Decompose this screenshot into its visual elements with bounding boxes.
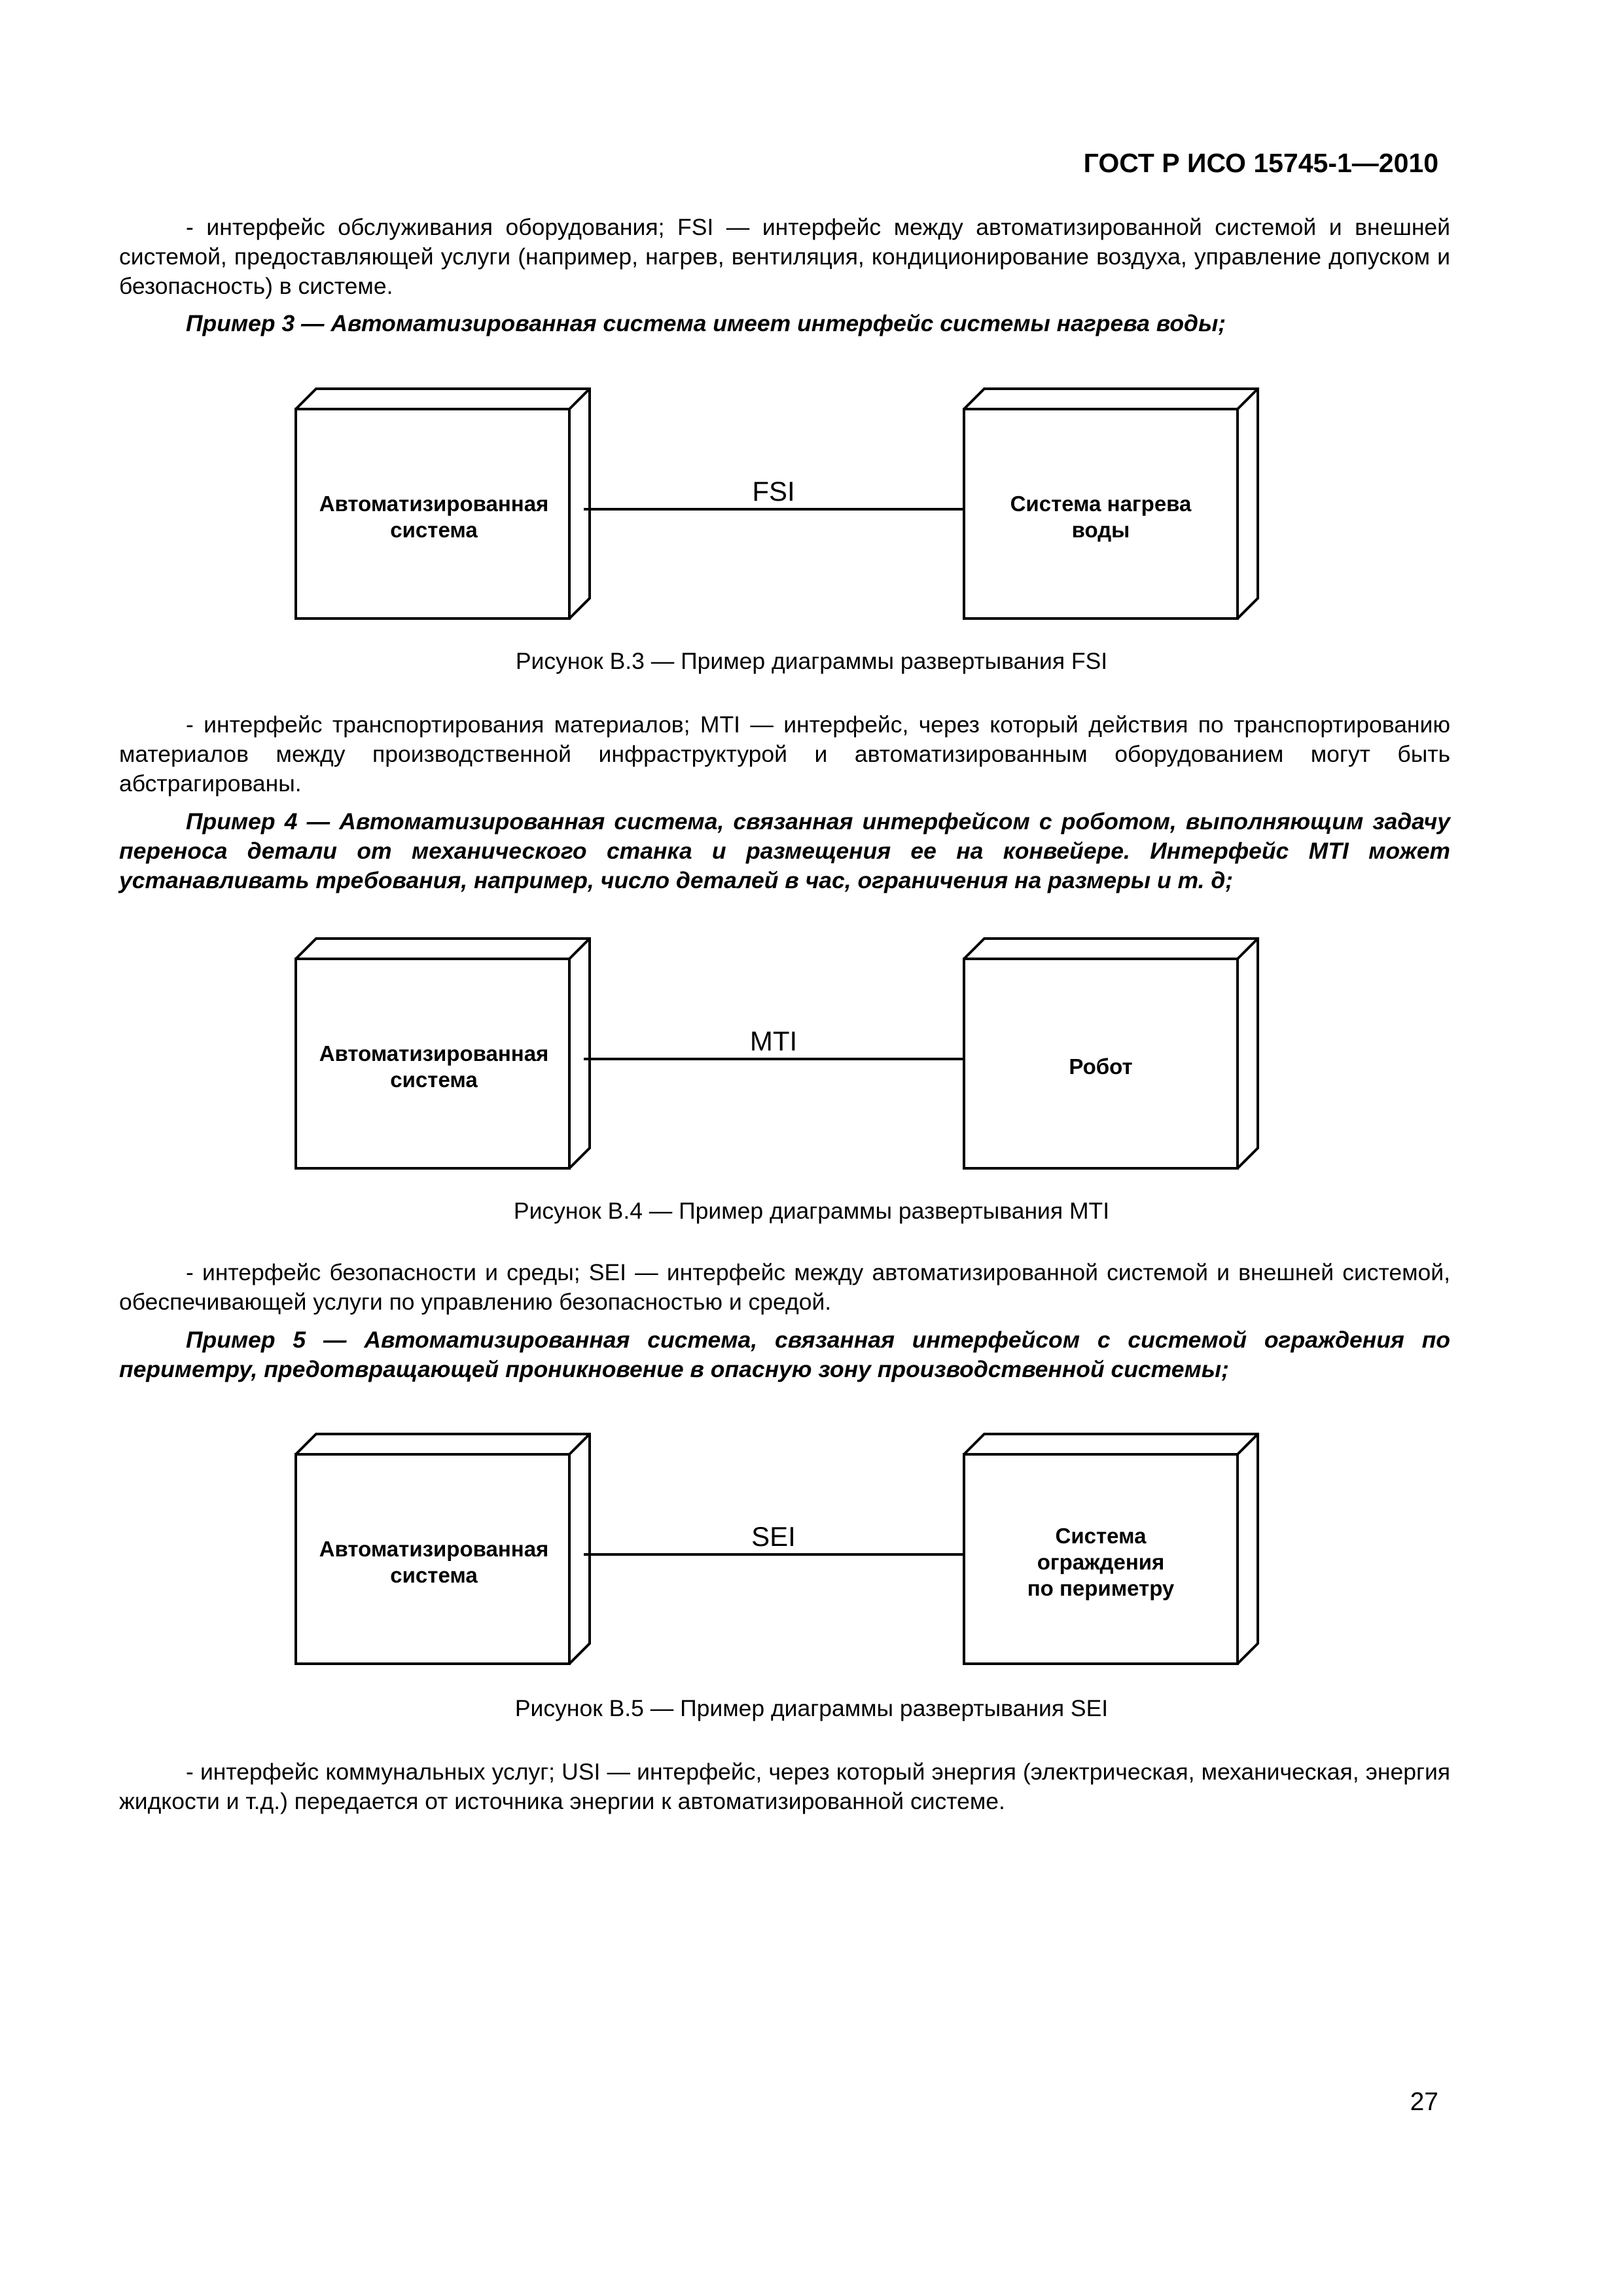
figure-b4-caption: Рисунок В.4 — Пример диаграммы развертывания MTI: [513, 1198, 1110, 1224]
page-number: 27: [1410, 2088, 1438, 2116]
left-node-label-line1: Автоматизированная: [319, 1537, 549, 1561]
right-node-3d-edge: [964, 939, 1258, 1168]
document-code: ГОСТ Р ИСО 15745-1—2010: [1083, 148, 1438, 178]
right-node-3d-edge: [964, 1434, 1258, 1664]
left-node-label-line2: система: [390, 518, 478, 542]
left-node-label-line1: Автоматизированная: [319, 492, 549, 516]
paragraph-sei: - интерфейс безопасности и среды; SEI — интерфейс между автоматизированной системой и внешней системой, обеспечивающей услуги по управлению безопасностью и средой.: [119, 1259, 1450, 1315]
right-node-label-line1: Система: [1055, 1524, 1147, 1548]
interface-label: MTI: [749, 1026, 798, 1056]
example-3: Пример 3 — Автоматизированная система имеет интерфейс системы нагрева воды;: [186, 310, 1226, 336]
figure-b5-diagram: [0, 1428, 1623, 1690]
right-node-label-line2: ограждения: [1037, 1550, 1165, 1574]
figure-b4-diagram: [0, 933, 1623, 1194]
paragraph-mti: - интерфейс транспортирования материалов; MTI — интерфейс, через который действия по транспортированию материалов между производственной инфраструктурой и автоматизированным оборудованием могут быть абстрагированы.: [119, 711, 1450, 797]
right-node-label-line1: Система нагрева: [1010, 492, 1192, 516]
left-node-label-line1: Автоматизированная: [319, 1041, 549, 1066]
figure-b3-diagram: [0, 383, 1623, 645]
right-node-label-line2: воды: [1071, 518, 1130, 542]
example-4: Пример 4 — Автоматизированная система, связанная интерфейсом с роботом, выполняющим задачу переноса детали от механического станка и размещения ее на конвейере. Интерфейс MTI может устанавливать требования, например, число деталей в час, ограничения на размеры и т. д;: [119, 808, 1450, 893]
left-node-label-line2: система: [390, 1067, 478, 1092]
figure-b3-caption: Рисунок В.3 — Пример диаграммы развертывания FSI: [515, 648, 1108, 674]
interface-label: FSI: [752, 476, 795, 507]
paragraph-fsi: - интерфейс обслуживания оборудования; FSI — интерфейс между автоматизированной системой и внешней системой, предоставляющей услуги (например, нагрев, вентиляция, кондиционирование воздуха, управление допуском и безопасность) в системе.: [119, 214, 1450, 299]
figure-b5-caption: Рисунок В.5 — Пример диаграммы развертывания SEI: [514, 1695, 1109, 1721]
example-5: Пример 5 — Автоматизированная система, связанная интерфейсом с системой ограждения по периметру, предотвращающей проникновение в опасную зону производственной системы;: [119, 1327, 1450, 1382]
paragraph-usi: - интерфейс коммунальных услуг; USI — интерфейс, через который энергия (электрическая, механическая, энергия жидкости и т.д.) передается от источника энергии к автоматизированной системе.: [119, 1759, 1450, 1814]
interface-label: SEI: [751, 1521, 796, 1552]
right-node-label-line3: по периметру: [1027, 1576, 1175, 1600]
right-node-label-line1: Робот: [1069, 1054, 1133, 1079]
left-node-label-line2: система: [390, 1563, 478, 1587]
